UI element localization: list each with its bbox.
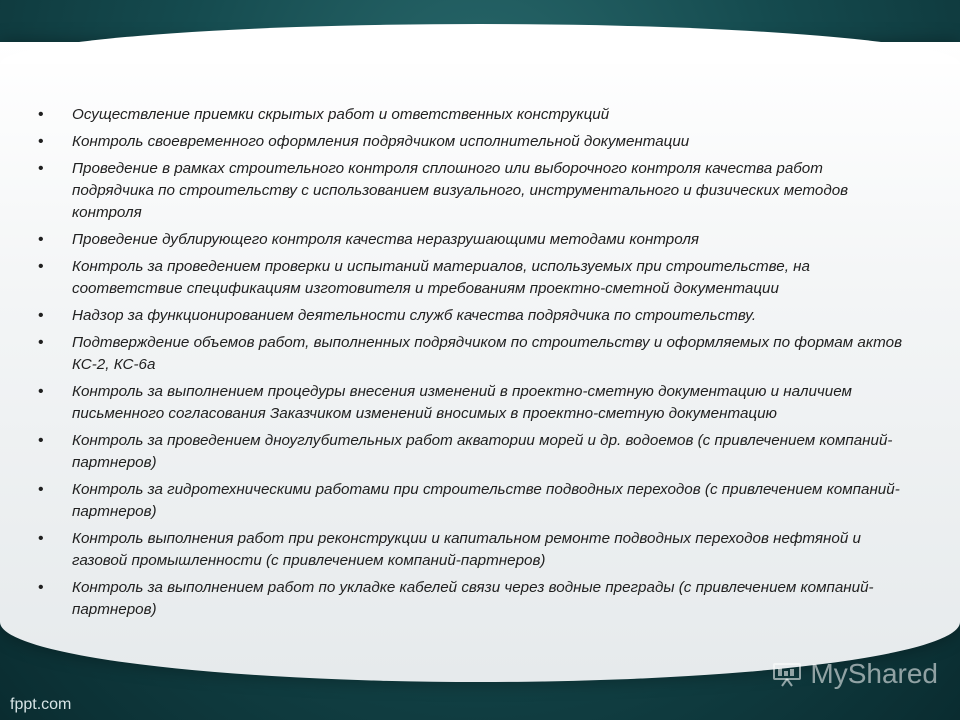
bullet-item — [38, 158, 908, 224]
bullet-dot: • — [38, 334, 44, 351]
bullet-text: Подтверждение объемов работ, выполненных подрядчиком по строительству и оформляемых по формам актов КС-2, КС-6а — [72, 334, 903, 373]
watermark-text: MyShared — [810, 658, 938, 689]
bullet-dot: • — [38, 432, 44, 449]
bullet-item — [38, 256, 908, 300]
bullet-text: Проведение дублирующего контроля качества неразрушающими методами контроля — [72, 231, 700, 248]
bullet-dot: • — [38, 481, 44, 498]
bullet-text: Контроль за выполнением работ по укладке кабелей связи через водные преграды (с привлечением компаний-партнеров) — [72, 579, 874, 618]
bullet-item — [38, 332, 908, 376]
bullet-text: Контроль за проведением проверки и испытаний материалов, используемых при строительстве, на соответствие спецификациям изготовителя и требованиям проектно-сметной документации — [72, 258, 810, 297]
watermark — [772, 658, 938, 690]
bullet-text: Контроль своевременного оформления подрядчиком исполнительной документации — [72, 133, 690, 150]
bullet-item — [38, 479, 908, 523]
bullet-text: Проведение в рамках строительного контроля сплошного или выборочного контроля качества работ подрядчика по строительству с использованием визуального, инструментального и физических методов контроля — [72, 160, 849, 221]
bullet-dot: • — [38, 383, 44, 400]
bullet-text: Надзор за функционированием деятельности служб качества подрядчика по строительству. — [72, 307, 757, 324]
bullet-dot: • — [38, 231, 44, 248]
bullet-dot: • — [38, 160, 44, 177]
footer-brand[interactable]: fppt.com — [10, 696, 72, 713]
bullet-item — [38, 577, 908, 621]
presentation-icon — [772, 661, 802, 687]
bullet-text: Осуществление приемки скрытых работ и ответственных конструкций — [72, 106, 610, 123]
bullet-dot: • — [38, 579, 44, 596]
bullet-item — [38, 430, 908, 474]
bullet-dot: • — [38, 106, 44, 123]
bullet-item — [38, 305, 908, 327]
bullet-dot: • — [38, 530, 44, 547]
slide-panel — [0, 42, 960, 682]
bullet-item — [38, 528, 908, 572]
bullet-dot: • — [38, 133, 44, 150]
bullet-text: Контроль за гидротехническими работами при строительстве подводных переходов (с привлечением компаний-партнеров) — [72, 481, 900, 520]
bullet-item — [38, 104, 908, 126]
bullet-text: Контроль за проведением дноуглубительных работ акватории морей и др. водоемов (с привлечением компаний-партнеров) — [72, 432, 893, 471]
bullet-item — [38, 229, 908, 251]
bullet-list — [38, 104, 908, 626]
bullet-item — [38, 131, 908, 153]
bullet-item — [38, 381, 908, 425]
bullet-dot: • — [38, 258, 44, 275]
bullet-text: Контроль за выполнением процедуры внесения изменений в проектно-сметную документацию и наличием письменного согласования Заказчиком изменений вносимых в проектно-сметную документацию — [72, 383, 852, 422]
bullet-text: Контроль выполнения работ при реконструкции и капитальном ремонте подводных переходов нефтяной и газовой промышленности (с привлечением компаний-партнеров) — [72, 530, 861, 569]
bullet-dot: • — [38, 307, 44, 324]
